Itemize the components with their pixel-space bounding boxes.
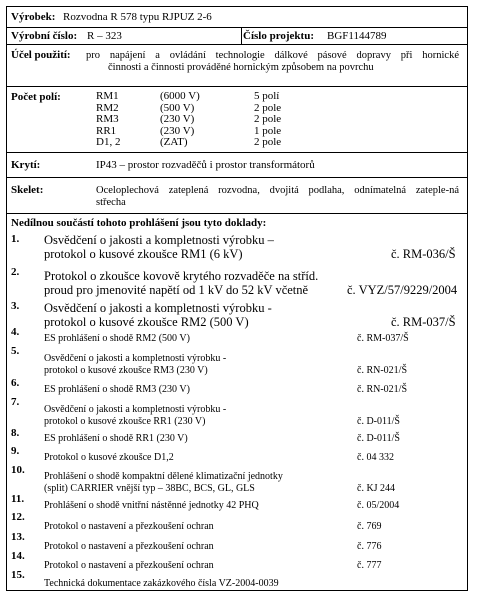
doc-number: 2. — [11, 266, 20, 278]
frame-line-1: Oceloplechová zateplená rozvodna, dvojitá podlaha, odnímatelná zateple-ná — [96, 185, 459, 196]
frame-text — [96, 185, 459, 209]
doc-number: 13. — [11, 531, 25, 543]
doc-number: 4. — [11, 326, 20, 338]
doc-title: proud pro jmenovité napětí od 1 kV do 52 kV včetně — [44, 283, 309, 297]
field-voltage: (500 V) — [160, 101, 195, 114]
protection-label: Krytí: — [11, 159, 41, 171]
project-value: BGF1144789 — [327, 30, 387, 42]
doc-ref: č. D-011/Š — [357, 416, 400, 427]
doc-ref: č. 776 — [357, 541, 382, 552]
doc-ref: č. VYZ/57/9229/2004 — [347, 283, 458, 297]
doc-number: 8. — [11, 427, 20, 439]
doc-ref: č. RN-021/Š — [357, 365, 407, 376]
product-row — [7, 7, 467, 28]
doc-number: 11. — [11, 493, 25, 505]
field-voltage: (ZAT) — [160, 136, 188, 148]
doc-number: 3. — [11, 300, 20, 312]
fields-row — [96, 137, 336, 149]
doc-ref: č. 777 — [357, 560, 382, 571]
field-name: D1, 2 — [96, 136, 121, 148]
doc-number: 6. — [11, 377, 20, 389]
product-label: Výrobek: — [11, 11, 56, 23]
field-count: 2 pole — [254, 113, 282, 125]
doc-title: Osvědčení o jakosti a kompletnosti výrobku – — [44, 233, 274, 247]
doc-number: 12. — [11, 511, 25, 523]
doc-title: protokol o kusové zkoušce RR1 (230 V) — [44, 416, 206, 427]
frame-row — [7, 178, 467, 214]
doc-title: Osvědčení o jakosti a kompletnosti výrobku - — [44, 353, 227, 364]
field-voltage: (6000 V) — [160, 90, 200, 102]
serial-row — [7, 28, 467, 45]
doc-number: 14. — [11, 550, 25, 562]
doc-title: Protokol o nastavení a přezkoušení ochran — [44, 541, 214, 552]
doc-title: protokol o kusové zkoušce RM2 (500 V) — [44, 315, 249, 329]
doc-ref: č. RN-021/Š — [357, 384, 407, 395]
field-count: 2 pole — [254, 101, 282, 114]
doc-ref: č. 05/2004 — [357, 500, 400, 511]
fields-count-label: Počet polí: — [11, 91, 61, 103]
doc-title: Osvědčení o jakosti a kompletnosti výrobku - — [44, 301, 272, 315]
purpose-text — [86, 50, 459, 74]
doc-ref: č. KJ 244 — [357, 483, 396, 494]
documents-heading: Nedílnou součástí tohoto prohlášení jsou tyto doklady: — [11, 217, 267, 229]
doc-title: Prohlášení o shodě vnitřní nástěnné jednotky 42 PHQ — [44, 500, 259, 511]
serial-divider — [241, 28, 242, 44]
field-count: 5 polí — [254, 90, 280, 102]
field-voltage: (230 V) — [160, 113, 195, 125]
fields-row — [96, 126, 336, 138]
frame-label: Skelet: — [11, 184, 44, 196]
doc-number: 15. — [11, 569, 25, 581]
purpose-row — [7, 45, 467, 87]
serial-value: R – 323 — [87, 30, 122, 42]
field-name: RM2 — [96, 101, 119, 114]
declaration-sheet — [6, 6, 468, 591]
field-voltage: (230 V) — [160, 124, 195, 137]
doc-title: ES prohlášení o shodě RM3 (230 V) — [44, 384, 190, 395]
serial-label: Výrobní číslo: — [11, 30, 78, 42]
fields-row — [96, 114, 336, 126]
documents-section — [7, 214, 467, 590]
doc-title: Protokol o nastavení a přezkoušení ochran — [44, 521, 214, 532]
doc-number: 1. — [11, 233, 20, 245]
doc-number: 9. — [11, 445, 20, 457]
doc-ref: č. 04 332 — [357, 452, 394, 463]
doc-ref: č. RM-036/Š — [391, 247, 456, 261]
frame-line-2: střecha — [96, 197, 126, 208]
purpose-label: Účel použití: — [11, 49, 71, 61]
doc-title: protokol o kusové zkoušce RM1 (6 kV) — [44, 247, 243, 261]
field-name: RR1 — [96, 124, 117, 137]
doc-ref: č. RM-037/Š — [391, 315, 456, 329]
fields-table — [96, 91, 336, 149]
doc-title: (split) CARRIER vnější typ – 38BC, BCS, GL, GLS — [44, 483, 255, 494]
doc-ref: č. D-011/Š — [357, 433, 400, 444]
field-count: 2 pole — [254, 136, 282, 148]
doc-title: Technická dokumentace zakázkového čísla VZ-2004-0039 — [44, 578, 279, 589]
doc-title: Protokol o zkoušce kovově krytého rozvaděče na stříd. — [44, 269, 319, 283]
protection-row — [7, 153, 467, 178]
doc-title: ES prohlášení o shodě RR1 (230 V) — [44, 433, 188, 444]
field-count: 1 pole — [254, 124, 282, 137]
fields-row — [96, 103, 336, 115]
purpose-line-1: pro napájení a ovládání technologie dálkové pásové dopravy při hornické — [86, 50, 459, 61]
doc-title: protokol o kusové zkoušce RM3 (230 V) — [44, 365, 208, 376]
purpose-line-2: činnosti a činnosti prováděné hornickým způsobem na povrchu — [108, 62, 374, 73]
doc-number: 5. — [11, 345, 20, 357]
doc-ref: č. RM-037/Š — [357, 333, 409, 344]
doc-title: Prohlášení o shodě kompaktní dělené klimatizační jednotky — [44, 471, 283, 482]
doc-title: Protokol o kusové zkoušce D1,2 — [44, 452, 174, 463]
doc-title: Protokol o nastavení a přezkoušení ochran — [44, 560, 214, 571]
doc-title: ES prohlášení o shodě RM2 (500 V) — [44, 333, 190, 344]
protection-value: IP43 – prostor rozvaděčů i prostor transformátorů — [96, 159, 315, 171]
project-label: Číslo projektu: — [243, 30, 314, 42]
doc-ref: č. 769 — [357, 521, 382, 532]
field-name: RM1 — [96, 90, 119, 102]
fields-count-row — [7, 87, 467, 153]
doc-number: 10. — [11, 464, 25, 476]
field-name: RM3 — [96, 113, 119, 125]
doc-number: 7. — [11, 396, 20, 408]
fields-row — [96, 91, 336, 103]
doc-title: Osvědčení o jakosti a kompletnosti výrobku - — [44, 404, 227, 415]
product-value: Rozvodna R 578 typu RJPUZ 2-6 — [63, 11, 212, 23]
